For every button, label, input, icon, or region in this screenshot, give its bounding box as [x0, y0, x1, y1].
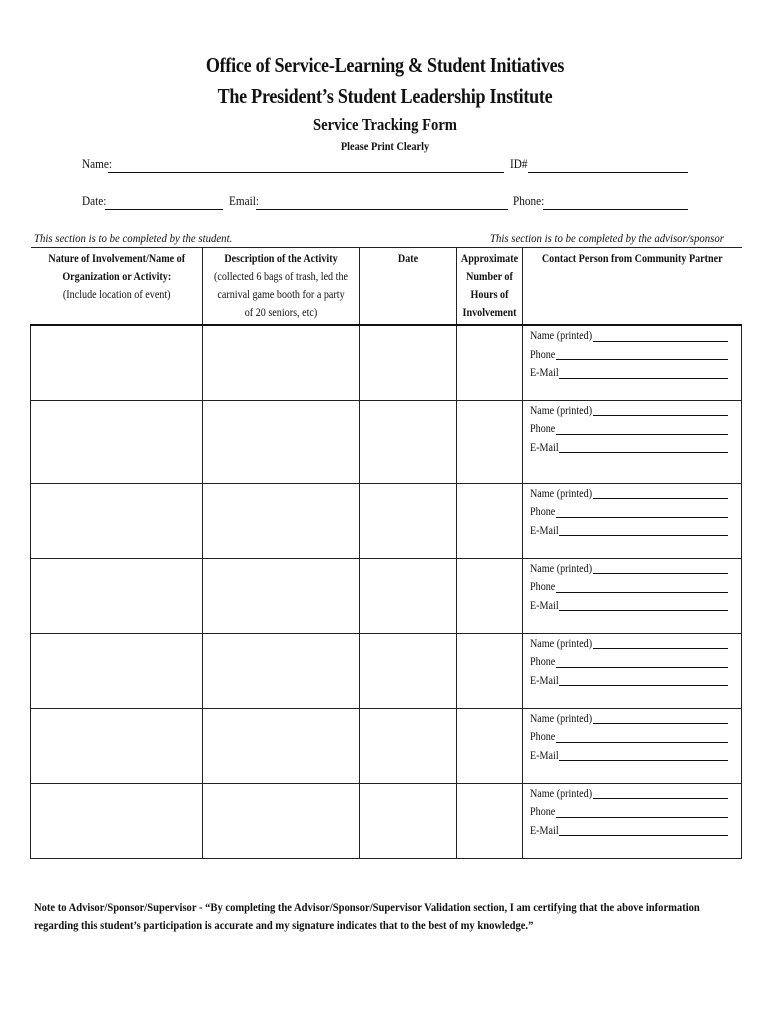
contact-email-line	[530, 439, 741, 458]
nature-cell[interactable]	[31, 633, 203, 708]
id-label: ID#	[510, 157, 528, 171]
contact-cell	[523, 783, 742, 858]
contact-phone-line	[530, 653, 741, 672]
nature-column-title: Nature of Involvement/Name of Organization or Activity:	[47, 253, 185, 283]
contact-name-label: Name (printed)	[530, 787, 593, 800]
contact-name-field[interactable]	[593, 648, 728, 649]
contact-phone-label: Phone	[530, 656, 556, 668]
description-cell[interactable]	[203, 325, 360, 400]
nature-cell[interactable]	[31, 558, 203, 633]
contact-phone-label: Phone	[530, 581, 556, 593]
contact-cell	[523, 708, 742, 783]
contact-email-field[interactable]	[559, 760, 728, 761]
contact-phone-line	[530, 728, 741, 747]
date-cell[interactable]	[360, 633, 457, 708]
contact-phone-field[interactable]	[556, 667, 728, 668]
header-line-2: The President’s Student Leadership Institute	[217, 84, 553, 108]
nature-column-header	[31, 248, 203, 326]
table-row	[31, 633, 742, 708]
contact-email-label: E-Mail	[530, 674, 559, 687]
date-column-header	[360, 248, 457, 326]
advisor-section-note: This section is to be completed by the advisor/sponsor	[490, 231, 724, 245]
contact-email-field[interactable]	[559, 452, 728, 453]
contact-name-field[interactable]	[593, 341, 728, 342]
nature-column-sub: (Include location of event)	[62, 289, 171, 301]
table-row	[31, 400, 742, 483]
table-row	[31, 558, 742, 633]
contact-phone-line	[530, 503, 741, 522]
contact-name-label: Name (printed)	[530, 562, 593, 575]
hours-cell[interactable]	[457, 400, 523, 483]
date-cell[interactable]	[360, 400, 457, 483]
description-cell[interactable]	[203, 633, 360, 708]
contact-name-line	[530, 635, 741, 654]
advisor-note-text: “By completing the Advisor/Sponsor/Supervisor Validation section, I am certifying that the above information regarding this student’s participation is accurate and my signature indicates that to the best of my knowledge.”	[34, 900, 700, 932]
date-label: Date:	[82, 194, 107, 208]
contact-email-field[interactable]	[559, 610, 728, 611]
phone-field[interactable]	[543, 209, 688, 210]
contact-column-header	[523, 248, 742, 326]
date-field[interactable]	[105, 209, 223, 210]
student-section-note: This section is to be completed by the student.	[34, 231, 233, 245]
contact-name-label: Name (printed)	[530, 637, 593, 650]
table-row	[31, 783, 742, 858]
description-cell[interactable]	[203, 483, 360, 558]
date-cell[interactable]	[360, 325, 457, 400]
date-cell[interactable]	[360, 558, 457, 633]
hours-column-header	[457, 248, 523, 326]
table-header-row	[31, 248, 742, 326]
contact-phone-field[interactable]	[556, 434, 728, 435]
description-column-sub: (collected 6 bags of trash, led the carnival game booth for a party of 20 seniors, etc)	[213, 271, 349, 319]
nature-cell[interactable]	[31, 708, 203, 783]
contact-name-line	[530, 327, 741, 346]
description-cell[interactable]	[203, 400, 360, 483]
nature-cell[interactable]	[31, 325, 203, 400]
contact-email-line	[530, 364, 741, 383]
contact-email-field[interactable]	[559, 535, 728, 536]
date-cell[interactable]	[360, 708, 457, 783]
name-label: Name:	[82, 157, 112, 171]
contact-email-label: E-Mail	[530, 367, 559, 379]
header-line-1: Office of Service-Learning & Student Initiatives	[205, 53, 565, 77]
contact-name-label: Name (printed)	[530, 330, 593, 342]
contact-phone-line	[530, 346, 741, 365]
email-field[interactable]	[256, 209, 508, 210]
contact-phone-field[interactable]	[556, 742, 728, 743]
phone-label: Phone:	[513, 194, 545, 208]
advisor-note	[34, 898, 729, 934]
contact-phone-field[interactable]	[556, 517, 728, 518]
contact-email-label: E-Mail	[530, 824, 559, 837]
date-cell[interactable]	[360, 783, 457, 858]
name-field[interactable]	[108, 172, 504, 173]
contact-name-label: Name (printed)	[530, 487, 593, 500]
contact-email-label: E-Mail	[530, 599, 559, 612]
date-cell[interactable]	[360, 483, 457, 558]
contact-email-field[interactable]	[559, 378, 728, 379]
contact-name-field[interactable]	[593, 415, 728, 416]
id-field[interactable]	[528, 172, 688, 173]
hours-column-title: Approximate Number of Hours of Involvement	[460, 253, 519, 319]
date-column-title: Date	[397, 253, 419, 265]
contact-email-label: E-Mail	[530, 749, 559, 762]
contact-email-line	[530, 672, 741, 691]
table-row	[31, 708, 742, 783]
email-label: Email:	[229, 194, 259, 208]
contact-name-field[interactable]	[593, 498, 728, 499]
contact-email-field[interactable]	[559, 685, 728, 686]
description-cell[interactable]	[203, 708, 360, 783]
description-cell[interactable]	[203, 783, 360, 858]
contact-email-line	[530, 597, 741, 616]
contact-email-line	[530, 822, 741, 841]
contact-name-line	[530, 785, 741, 804]
contact-phone-label: Phone	[530, 731, 556, 743]
contact-phone-label: Phone	[530, 423, 556, 435]
contact-cell	[523, 400, 742, 483]
contact-name-field[interactable]	[593, 798, 728, 799]
contact-phone-label: Phone	[530, 806, 556, 818]
contact-name-line	[530, 402, 741, 421]
contact-cell	[523, 325, 742, 400]
hours-cell[interactable]	[457, 633, 523, 708]
description-column-header	[203, 248, 360, 326]
contact-phone-field[interactable]	[556, 592, 728, 593]
hours-cell[interactable]	[457, 783, 523, 858]
form-title: Service Tracking Form	[312, 115, 457, 134]
contact-email-field[interactable]	[559, 835, 728, 836]
hours-cell[interactable]	[457, 708, 523, 783]
advisor-note-lead: Note to Advisor/Sponsor/Supervisor -	[34, 900, 206, 914]
hours-cell[interactable]	[457, 558, 523, 633]
contact-column-title: Contact Person from Community Partner	[541, 253, 723, 265]
contact-phone-label: Phone	[530, 348, 556, 361]
contact-name-label: Name (printed)	[530, 404, 593, 417]
contact-email-line	[530, 747, 741, 766]
hours-cell[interactable]	[457, 483, 523, 558]
contact-name-label: Name (printed)	[530, 712, 593, 725]
contact-cell	[523, 483, 742, 558]
service-tracking-table	[30, 247, 742, 859]
contact-phone-line	[530, 803, 741, 822]
contact-name-field[interactable]	[593, 573, 728, 574]
contact-email-label: E-Mail	[530, 441, 559, 454]
description-column-title: Description of the Activity	[224, 253, 338, 265]
nature-cell[interactable]	[31, 483, 203, 558]
contact-name-line	[530, 560, 741, 579]
print-instruction: Please Print Clearly	[340, 139, 430, 153]
table-row	[31, 325, 742, 400]
contact-phone-label: Phone	[530, 506, 556, 518]
contact-phone-line	[530, 420, 741, 439]
contact-phone-field[interactable]	[556, 359, 728, 360]
contact-name-line	[530, 710, 741, 729]
contact-cell	[523, 558, 742, 633]
contact-name-line	[530, 485, 741, 504]
contact-phone-line	[530, 578, 741, 597]
contact-email-line	[530, 522, 741, 541]
contact-email-label: E-Mail	[530, 524, 559, 537]
table-row	[31, 483, 742, 558]
contact-phone-field[interactable]	[556, 817, 728, 818]
contact-cell	[523, 633, 742, 708]
contact-name-field[interactable]	[593, 723, 728, 724]
hours-cell[interactable]	[457, 325, 523, 400]
description-cell[interactable]	[203, 558, 360, 633]
nature-cell[interactable]	[31, 400, 203, 483]
nature-cell[interactable]	[31, 783, 203, 858]
